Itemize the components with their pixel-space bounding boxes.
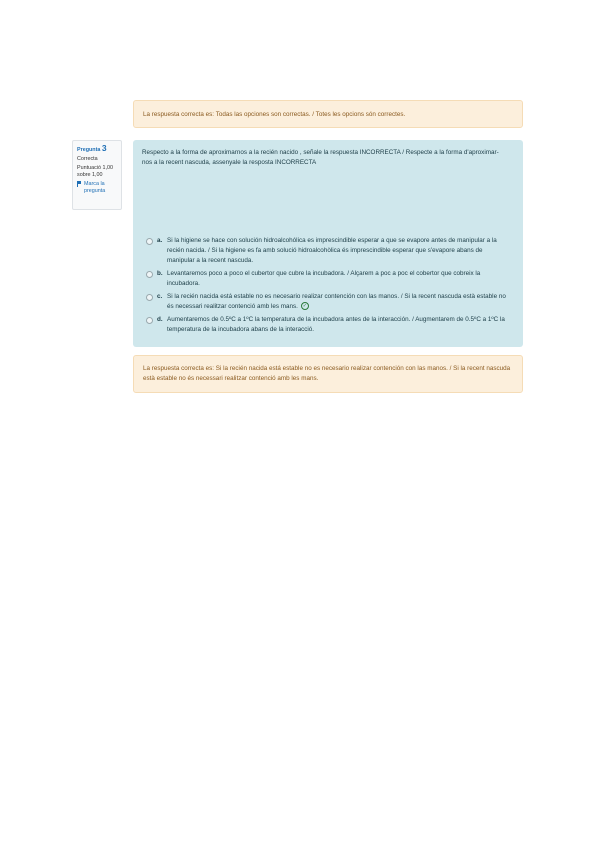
answer-letter: c. — [157, 293, 163, 300]
answer-text: Si la higiene se hace con solución hidroalcohólica es imprescindible esperar a que se evapore antes de manipular a la recién nacida. / Si la higiene es fa amb solució hidroalcohòlica és imprescindible esperar que s'evapore abans de manipular a la recent nascuda. — [167, 237, 497, 264]
question-grade: Puntuació 1,00 sobre 1,00 — [77, 165, 113, 178]
answer-option-b[interactable] — [146, 269, 508, 289]
radio-button[interactable] — [146, 271, 153, 278]
answer-letter: b. — [157, 270, 163, 277]
answer-text: Si la recién nacida está estable no es necesario realizar contención con las manos. / Si la recent nascuda està estable no és necessari realitzar contenció amb les mans. ✓ — [167, 293, 506, 310]
radio-button[interactable] — [146, 317, 153, 324]
question-number: Pregunta 3 — [77, 143, 107, 153]
flag-question-link[interactable]: Marca la pregunta — [77, 181, 117, 195]
answer-list — [146, 236, 508, 338]
feedback-text: La respuesta correcta es: Si la recién nacida está estable no es necesario realizar contención con las manos. / Si la recent nascuda està estable no és necessari realitzar contenció amb les mans. — [143, 365, 511, 382]
answer-letter: a. — [157, 237, 163, 244]
answer-text: Aumentaremos de 0.5ºC a 1ºC la temperatura de la incubadora antes de la interacción. / Augmentarem de 0.5ºC a 1ºC la temperatura de la incubadora abans de la interacció. — [167, 316, 505, 333]
feedback-text: La respuesta correcta es: Todas las opciones son correctas. / Totes les opcions són correctes. — [143, 111, 406, 118]
feedback-correct-answer-previous — [133, 100, 523, 128]
question-state: Correcta — [77, 156, 98, 162]
correct-check-icon: ✓ — [302, 303, 307, 310]
feedback-correct-answer — [133, 355, 523, 393]
flag-icon — [77, 181, 82, 187]
answer-option-c[interactable] — [146, 292, 508, 312]
radio-button[interactable] — [146, 238, 153, 245]
question-content — [133, 140, 523, 347]
answer-text: Levantaremos poco a poco el cubertor que cubre la incubadora. / Alçarem a poc a poc el cobertor que cobreix la incubadora. — [167, 270, 481, 287]
answer-option-a[interactable] — [146, 236, 508, 266]
question-text: Respecto a la forma de aproximarnos a la recién nacido , señale la respuesta INCORRECTA / Respecte a la forma d'aproximar-nos a la recent nascuda, assenyale la resposta INCORRECTA — [142, 149, 499, 166]
radio-button[interactable] — [146, 294, 153, 301]
answer-option-d[interactable] — [146, 315, 508, 335]
answer-letter: d. — [157, 316, 163, 323]
question-info-panel — [72, 140, 122, 210]
